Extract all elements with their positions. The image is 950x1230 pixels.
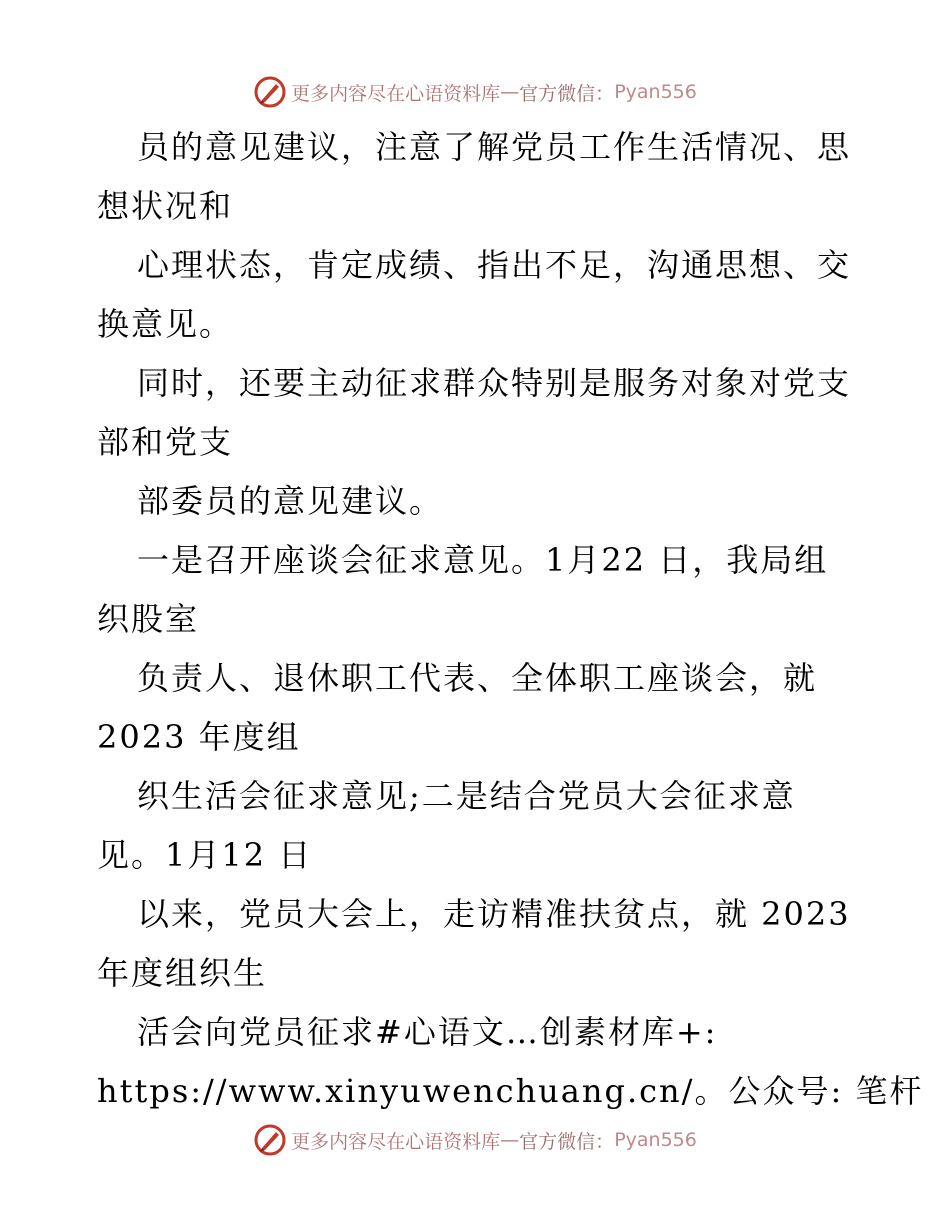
body-line: 负责人、退休职工代表、全体职工座谈会，就 xyxy=(137,659,818,697)
body-line: 员的意见建议，注意了解党员工作生活情况、思 xyxy=(137,128,852,166)
banner-text: 更多内容尽在心语资料库 xyxy=(291,82,501,105)
body-line-url[interactable]: https://www.xinyuwenchuang.cn/。公众号: 笔杆 xyxy=(97,1072,924,1110)
body-line: 见。1月12 日 xyxy=(97,836,313,874)
body-line: 部和党支 xyxy=(97,423,234,461)
body-line: 织股室 xyxy=(97,600,200,638)
banner-wechat-label: 官方微信： xyxy=(519,1130,615,1153)
banner-wechat-label: 官方微信： xyxy=(519,82,615,105)
pen-logo-icon xyxy=(253,75,287,109)
banner-dash: — xyxy=(500,1129,520,1151)
body-line: 以来，党员大会上，走访精准扶贫点，就 2023 xyxy=(137,895,851,933)
body-line: 部委员的意见建议。 xyxy=(137,482,444,520)
body-line: 想状况和 xyxy=(97,187,234,225)
banner-dash: — xyxy=(500,81,520,103)
body-line: 换意见。 xyxy=(97,305,234,343)
body-line: 2023 年度组 xyxy=(97,718,301,756)
footer-banner xyxy=(0,1120,950,1160)
banner-text: 更多内容尽在心语资料库 xyxy=(291,1130,501,1153)
document-body xyxy=(97,118,924,1121)
body-line: 年度组织生 xyxy=(97,954,268,992)
body-line: 心理状态，肯定成绩、指出不足，沟通思想、交 xyxy=(137,246,852,284)
banner-wechat-id: Pyan556 xyxy=(614,1129,697,1151)
banner-wechat-id: Pyan556 xyxy=(614,81,697,103)
body-line: 织生活会征求意见;二是结合党员大会征求意 xyxy=(137,777,796,815)
body-line: 同时，还要主动征求群众特别是服务对象对党支 xyxy=(137,364,852,402)
body-line: 一是召开座谈会征求意见。1月22 日，我局组 xyxy=(137,541,829,579)
pen-logo-icon xyxy=(253,1123,287,1157)
header-banner xyxy=(0,72,950,112)
body-line: 活会向党员征求#心语文…创素材库+: xyxy=(137,1013,718,1051)
